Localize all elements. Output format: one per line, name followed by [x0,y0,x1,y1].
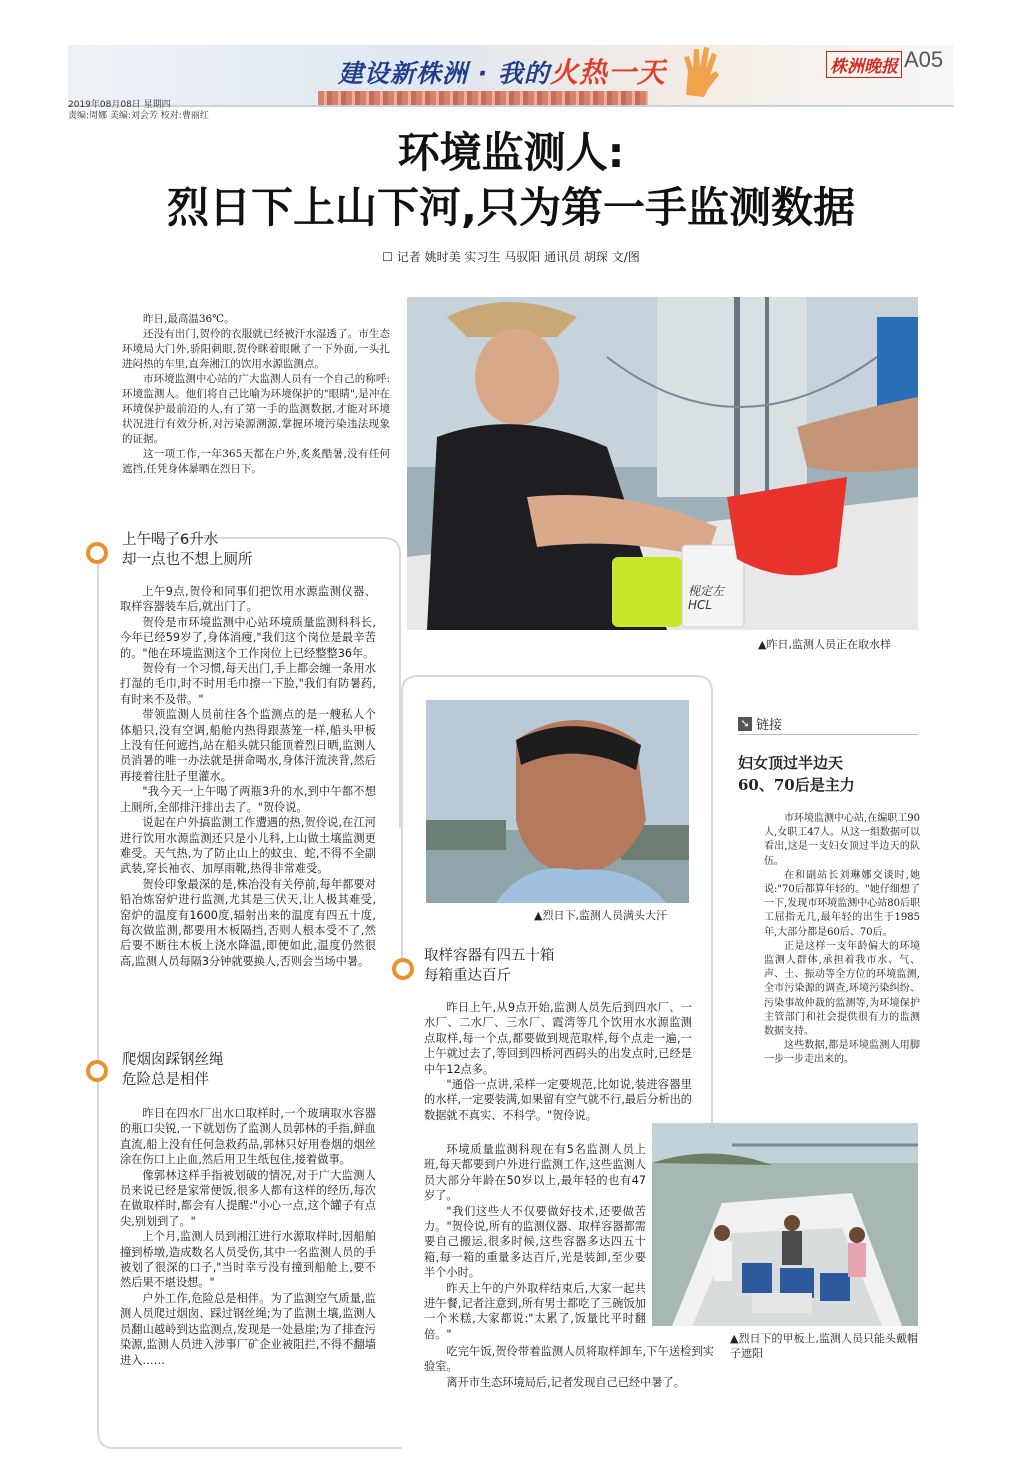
intro-paragraph: 昨日,最高温36℃。 [143,313,235,325]
hand-icon [676,45,722,99]
section1-paragraph: 上午9点,贺伶和同事们把饮用水源监测仪器、取样容器装车后,就出门了。 [120,585,376,614]
headline-line2: 烈日下上山下河,只为第一手监测数据 [167,183,855,232]
section1-paragraph: "我今天一上午喝了两瓶3升的水,到中午都不想上厕所,全部排汗排出去了。"贺伶说。 [120,785,376,814]
section1-paragraph: 贺伶有一个习惯,每天出门,手上都会缠一条用水打湿的毛巾,时不时用毛巾擦一下脸,"我们有防暑药,有时来不及带。" [120,662,376,706]
sidebar-title-line2: 60、70后是主力 [738,776,855,794]
sidebar-tag [738,714,782,733]
section2-paragraph: 上个月,监测人员到湘江进行水源取样时,因船舶撞到桥墩,造成数名人员受伤,其中一名监测人员的手被划了很深的口子,"当时幸亏没有撞到船舱上,要不然后果不堪设想。" [120,1230,376,1290]
section2-heading-line2: 危险总是相伴 [122,1072,209,1088]
sidebar-tag-label: 链接 [756,718,783,733]
sidebar-title-line1: 妇女顶过半边天 [738,754,844,772]
page-number: A05 [904,47,944,72]
section3-paragraph: 吃完午饭,贺伶带着监测人员将取样卸车,下午送检到实验室。 [424,1345,714,1374]
section2-paragraph: 户外工作,危险总是相伴。为了监测空气质量,监测人员爬过烟囱、踩过钢丝绳;为了监测土壤,监测人员翻山越岭到达监测点,发现是一处悬崖;为了排查污染源,监测人员进入涉事厂矿企业被阻拦,不得不翻墙进入…… [120,1291,376,1367]
section1-paragraph: 说起在户外搞监测工作遭遇的热,贺伶说,在江河进行饮用水源监测还只是小儿科,上山做土壤监测更难受。天气热,为了防止山上的蚊虫、蛇,不得不全副武装,穿长袖衣、加厚雨靴,热得非常难受。 [120,816,376,876]
intro-text [122,312,390,477]
byline: ☐ 记者 姚时美 实习生 马驭阳 通讯员 胡琛 文/图 [382,250,640,264]
section3-paragraph: 昨日上午,从9点开始,监测人员先后到四水厂、一水厂、二水厂、三水厂、霞湾等几个饮用水水源监测点取样,每一个点,都要做到规范取样,每个点走一遍,一上午就过去了,等回到四桥河西码头的出发点时,已经是中午12点多。 [424,1001,692,1076]
photo-sweating-worker [426,700,689,903]
intro-paragraph: 这一项工作,一年365天都在户外,炙炙酷暑,没有任何遮挡,任凭身体暴晒在烈日下。 [122,448,390,475]
section1-heading-line2: 却一点也不想上厕所 [122,552,253,568]
section3-paragraph: "我们这些人不仅要做好技术,还要做苦力。"贺伶说,所有的监测仪器、取样容器都需要自己搬运,很多时候,这些容器多达四五十箱,每一箱的重量多达百斤,光是装卸,至少要半个小时。 [424,1204,646,1280]
series-title [338,51,666,91]
banner-skyline [318,91,648,105]
section2-body [120,1106,376,1368]
sidebar-paragraph: 正是这样一支年龄偏大的环境监测人群体,承担着我市水、气、声、土、振动等全方位的环境监测,全市污染源的调查,环境污染纠纷、污染事故仲裁的监测等,为环境保护主管部门和社会提供很有力的监测数据支持。 [764,940,920,1038]
section1-paragraph: 贺伶是市环境监测中心站环境质量监测科科长,今年已经59岁了,身体消瘦,"我们这个岗位是最辛苦的。"他在环境监测这个工作岗位上已经整整36年。 [120,615,376,660]
section1-heading [122,530,382,570]
caption-photo2: ▲烈日下,监测人员满头大汗 [534,909,667,922]
section3-paragraph: "通俗一点讲,采样一定要规范,比如说,装进容器里的水样,一定要装满,如果留有空气就不行,最后分析出的数据就不真实、不科学。"贺伶说。 [424,1078,692,1122]
sidebar-paragraph: 在和副站长刘琳娜交谈时,她说:"70后都算年轻的。"她仔细想了一下,发现市环境监测中心站80后职工屈指无几,最年轻的出生于1985年,大部分都是60后、70后。 [764,869,920,938]
section1-bullet [86,542,108,564]
series-title-text: 建设新株洲 · 我的 [338,59,550,88]
sidebar-paragraph: 这些数据,都是环境监测人用脚一步一步走出来的。 [764,1040,920,1066]
section2-paragraph: 昨日在四水厂出水口取样时,一个玻璃取水容器的瓶口尖锐,一下就划伤了监测人员郭林的手指,鲜血直流,船上没有任何急救药品,郭林只好用卷烟的烟丝涂在伤口上止血,然后用卫生纸包住,接着做事。 [120,1107,376,1167]
section3-body-bottom [424,1344,714,1390]
section1-heading-line1: 上午喝了6升水 [122,532,219,548]
sidebar-body [764,812,920,1068]
series-title-hot: 火热一天 [549,56,666,89]
editor-line: 责编:周娜 美编:刘会芳 校对:曹丽红 [68,111,209,121]
caption-photo3: ▲烈日下的甲板上,监测人员只能头戴帽子遮阳 [730,1332,918,1360]
paper-logo: 株洲晚报 [826,51,902,78]
section3-heading-line2: 每箱重达百斤 [424,968,511,984]
section2-heading-line1: 爬烟囱踩钢丝绳 [122,1052,224,1068]
photo-water-sampling [407,297,918,630]
section1-paragraph: 带领监测人员前往各个监测点的是一艘私人个体船只,没有空调,船舱内热得跟蒸笼一样,船头甲板上没有任何遮挡,站在船头就只能顶着烈日晒,监测人员消暑的唯一办法就是拼命喝水,身体汗流浃背,然后再接着往肚子里灌水。 [120,708,376,783]
issue-meta [68,100,209,122]
bottle-label: 枧定左 HCL [688,584,725,612]
sidebar-paragraph: 市环境监测中心站,在编职工90人,女职工47人。从这一组数据可以看出,这是一支妇女顶过半边天的队伍。 [764,813,920,867]
date-line: 2019年08月08日 星期四 [68,100,171,110]
photo-boat-deck [652,1123,918,1326]
section2-heading [122,1050,382,1090]
section3-heading [424,946,704,986]
headline-line1: 环境监测人: [397,128,625,177]
section2-bullet [86,1060,108,1082]
section3-paragraph: 离开市生态环境局后,记者发现自己已经中暑了。 [446,1375,685,1389]
caption-photo1: ▲昨日,监测人员正在取水样 [758,638,891,651]
section1-paragraph: 贺伶印象最深的是,株冶没有关停前,每年都要对铅冶炼窑炉进行监测,尤其是三伏天,让人极其难受,窑炉的温度有1600度,辐射出来的温度有四五十度,每次做监测,都要用木板隔挡,否则人根本受不了,然后要不断往木板上浇水降温,即便如此,温度仍然很高,监测人员每隔3分钟就要换人,否则会当场中暑。 [120,877,376,968]
intro-paragraph: 市环境监测中心站的广大监测人员有一个自己的称呼:环境监测人。他们将自己比喻为环境保护的"眼睛",是冲在环境保护最前沿的人,有了第一手的监测数据,才能对环境状况进行有效分析,对污染源溯源,掌握环境污染违法现象的证据。 [122,373,390,445]
section3-paragraph: 昨天上午的户外取样结束后,大家一起共进午餐,记者注意到,所有男士都吃了三碗饭加一个米糕,大家都说:"太累了,饭量比平时翻倍。" [424,1281,646,1341]
section3-bullet [392,958,414,980]
section3-body-mid [424,1142,646,1342]
link-arrow-icon: ➘ [738,717,752,731]
section3-heading-line1: 取样容器有四五十箱 [424,948,555,964]
sidebar-divider [738,734,918,735]
section3-body-top [424,1000,692,1123]
page-banner [68,45,954,107]
section1-body [120,584,376,969]
section2-paragraph: 像郭林这样手指被划破的情况,对于广大监测人员来说已经是家常便饭,很多人都有这样的经历,每次在做取样时,都会有人提醒:"小心一点,这个罐子有点尖,别划到了。" [120,1168,376,1228]
sidebar-title [738,752,855,796]
intro-paragraph: 还没有出门,贺伶的衣服就已经被汗水湿透了。市生态环境局大门外,骄阳刺眼,贺伶眯着眼瞅了一下外面,一头扎进闷热的车里,直奔湘江的饮用水源监测点。 [122,328,390,370]
section3-paragraph: 环境质量监测科现在有5名监测人员上班,每天都要到户外进行监测工作,这些监测人员大部分年龄在50岁以上,最年轻的也有47岁了。 [424,1143,646,1203]
